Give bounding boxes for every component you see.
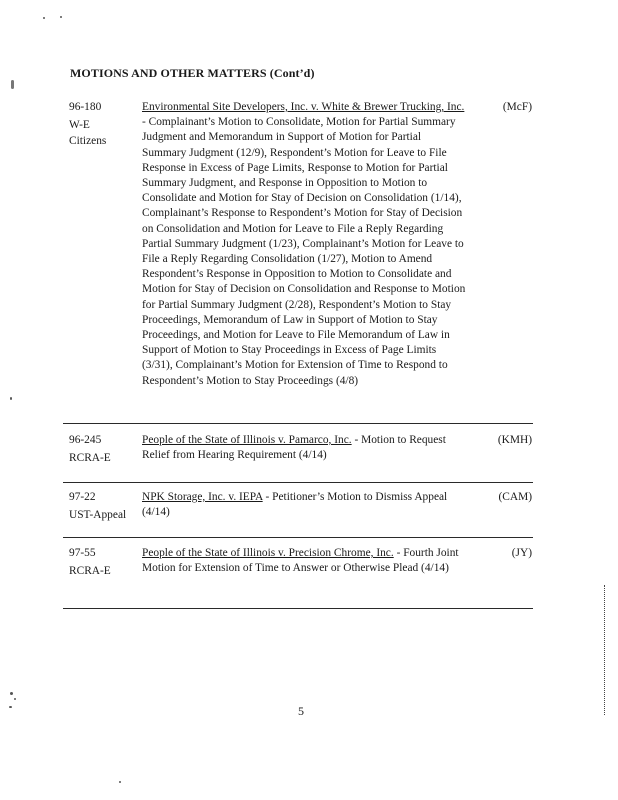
divider xyxy=(63,608,533,609)
page-number: 5 xyxy=(298,704,304,718)
section-heading: MOTIONS AND OTHER MATTERS (Cont’d) xyxy=(70,66,315,80)
case-body xyxy=(142,433,468,463)
scan-edge-marks xyxy=(604,585,606,715)
case-body xyxy=(142,546,468,576)
scan-speck xyxy=(14,698,16,700)
scan-speck xyxy=(11,80,14,89)
case-type: UST-Appeal xyxy=(69,509,127,521)
case-body xyxy=(142,490,468,520)
case-description: - Complainant’s Motion to Consolidate, Motion for Partial Summary Judgment and Memorandum in Support of Motion for Partial Summary Judgment (12/9), Respondent’s Motion for Leave to File Response in Excess of Page Limits, Response to Motion for Partial Summary Judgment, and Response in Opposition to Motion to Consolidate and Motion for Stay of Decision on Consolidation (1/14), Complainant’s Response to Respondent’s Motion for Stay of Decision on Consolidation and Motion for Leave to File a Reply Regarding Partial Summary Judgment (1/23), Complainant’s Motion for Leave to File a Reply Regarding Consolidation (1/27), Motion to Amend Respondent’s Response in Opposition to Motion to Consolidate and Motion for Stay of Decision on Consolidation and Response to Motion for Partial Summary Judgment (2/28), Respondent’s Motion to Stay Proceedings, Memorandum of Law in Support of Motion to Stay Proceedings, and Motion for Leave to File Memorandum of Law in Support of Motion to Stay Proceedings in Excess of Page Limits (3/31), Complainant’s Motion for Extension of Time to Respond to Respondent’s Motion to Stay Proceedings (4/8) xyxy=(142,116,466,387)
scan-speck xyxy=(9,706,12,708)
case-title: Environmental Site Developers, Inc. v. White & Brewer Trucking, Inc. xyxy=(142,101,465,113)
case-title: People of the State of Illinois v. Precision Chrome, Inc. xyxy=(142,547,394,559)
case-number: 97-55 xyxy=(69,547,96,559)
case-title: People of the State of Illinois v. Pamarco, Inc. xyxy=(142,434,352,446)
case-description: - Motion to Request Relief from Hearing Requirement (4/14) xyxy=(142,434,446,462)
case-judge: (CAM) xyxy=(498,491,532,503)
case-type: W-E xyxy=(69,119,90,131)
case-judge: (McF) xyxy=(502,101,532,113)
case-number: 96-180 xyxy=(69,101,102,113)
case-type-secondary: Citizens xyxy=(69,135,107,147)
case-judge: (KMH) xyxy=(497,434,532,446)
case-description: - Fourth Joint Motion for Extension of Time to Answer or Otherwise Plead (4/14) xyxy=(142,547,459,575)
case-number: 97-22 xyxy=(69,491,96,503)
scan-speck xyxy=(60,16,62,18)
case-type: RCRA-E xyxy=(69,452,111,464)
case-number: 96-245 xyxy=(69,434,102,446)
divider xyxy=(63,482,533,483)
scan-speck xyxy=(10,397,12,400)
divider xyxy=(63,423,533,424)
divider xyxy=(63,537,533,538)
case-title: NPK Storage, Inc. v. IEPA xyxy=(142,491,263,503)
case-body xyxy=(142,100,468,389)
case-description: - Petitioner’s Motion to Dismiss Appeal (4/14) xyxy=(142,491,448,519)
scan-speck xyxy=(10,692,13,695)
scan-speck xyxy=(43,17,45,19)
scan-speck xyxy=(119,781,121,783)
case-judge: (JY) xyxy=(511,547,532,559)
case-type: RCRA-E xyxy=(69,565,111,577)
